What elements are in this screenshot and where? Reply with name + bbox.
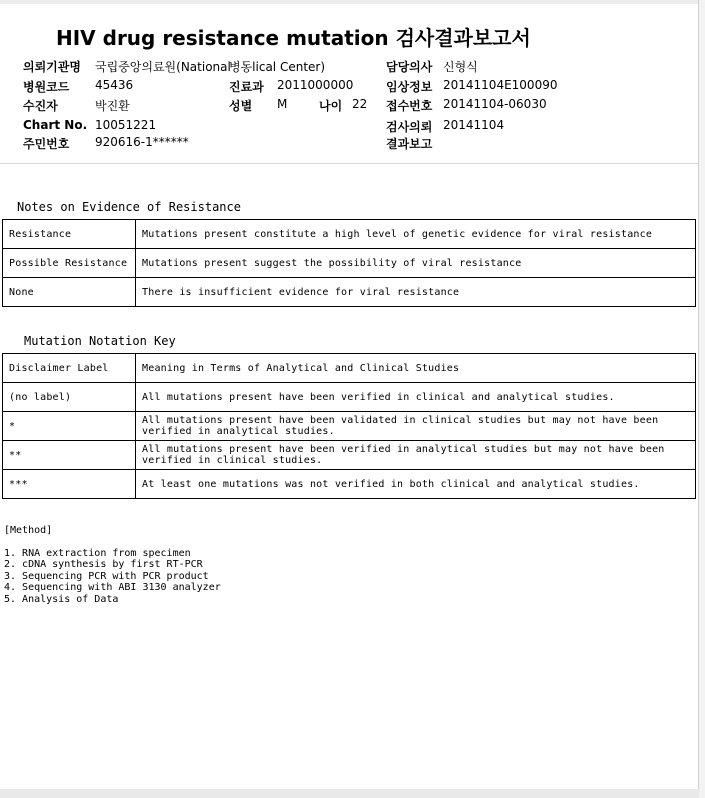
value-hospital-code: 45436 (95, 78, 134, 92)
label-receipt-number: 접수번호 (386, 99, 433, 113)
method-step: 4. Sequencing with ABI 3130 analyzer (4, 582, 221, 593)
table-row (3, 412, 696, 441)
method-step: 2. cDNA synthesis by first RT-PCR (4, 559, 203, 570)
value-test-request: 20141104 (443, 118, 505, 132)
notation-text-cell: At least one mutations was not verified in both clinical and analytical studies. (136, 470, 696, 499)
table-row (3, 441, 696, 470)
value-receipt-number: 20141104-06030 (443, 97, 547, 111)
notation-header-label: Disclaimer Label (3, 354, 136, 383)
value-requesting-institution: 국립중앙의료원(National (95, 60, 231, 74)
table-row (3, 249, 696, 278)
label-clinical-info: 임상정보 (386, 80, 433, 94)
evidence-label-cell: None (3, 278, 136, 307)
table-row (3, 220, 696, 249)
method-step: 5. Analysis of Data (4, 593, 119, 605)
label-age: 나이 (319, 99, 343, 113)
value-chart-no: 10051221 (95, 118, 157, 132)
method-section (4, 525, 221, 605)
top-border (0, 0, 698, 4)
report-title: HIV drug resistance mutation 검사결과보고서 (56, 26, 531, 50)
evidence-text-cell: Mutations present constitute a high level of genetic evidence for viral resistance (136, 220, 696, 249)
notation-label-cell: ** (3, 441, 136, 470)
evidence-label-cell: Resistance (3, 220, 136, 249)
evidence-section-title: Notes on Evidence of Resistance (17, 200, 241, 214)
label-chart-no: Chart No. (23, 118, 88, 132)
label-hospital-code: 병원코드 (23, 80, 70, 94)
value-clinical-info: 20141104E100090 (443, 78, 558, 92)
notation-header-text: Meaning in Terms of Analytical and Clinical Studies (136, 354, 696, 383)
label-test-request: 검사의뢰 (386, 120, 433, 134)
label-department: 진료과 (229, 80, 264, 94)
notation-section-title: Mutation Notation Key (24, 334, 176, 348)
evidence-label-cell: Possible Resistance (3, 249, 136, 278)
notation-label-cell: * (3, 412, 136, 441)
value-age: 22 (352, 97, 368, 111)
evidence-text-cell: Mutations present suggest the possibility of viral resistance (136, 249, 696, 278)
notation-label-cell: (no label) (3, 383, 136, 412)
label-sex: 성별 (229, 99, 253, 113)
label-result-report: 결과보고 (386, 137, 433, 151)
value-department: 2011000000 (277, 78, 354, 92)
label-patient: 수진자 (23, 99, 58, 113)
scrollbar-track[interactable] (699, 0, 705, 798)
method-step: 1. RNA extraction from specimen (4, 547, 191, 559)
method-step: 3. Sequencing PCR with PCR product (4, 570, 209, 582)
value-sex: M (277, 97, 288, 111)
method-title: [Method] (4, 525, 53, 536)
notation-label-cell: *** (3, 470, 136, 499)
value-attending-doctor: 신형식 (443, 60, 478, 74)
table-row (3, 354, 696, 383)
table-row (3, 278, 696, 307)
value-resident-number: 920616-1****** (95, 135, 189, 149)
header-divider (0, 163, 698, 164)
value-ward-overlap: 병동lical Center) (229, 60, 326, 74)
notation-text-cell: All mutations present have been verified in clinical and analytical studies. (136, 383, 696, 412)
value-patient: 박진환 (95, 99, 130, 113)
table-row (3, 383, 696, 412)
table-row (3, 470, 696, 499)
label-requesting-institution: 의뢰기관명 (23, 60, 81, 74)
evidence-table (2, 219, 696, 307)
notation-text-cell: All mutations present have been validated in clinical studies but may not have been verified in analytical studies. (136, 412, 696, 441)
evidence-text-cell: There is insufficient evidence for viral resistance (136, 278, 696, 307)
label-resident-number: 주민번호 (23, 137, 70, 151)
label-attending-doctor: 담당의사 (386, 60, 433, 74)
notation-table (2, 353, 696, 499)
notation-text-cell: All mutations present have been verified in analytical studies but may not have been verified in clinical studies. (136, 441, 696, 470)
